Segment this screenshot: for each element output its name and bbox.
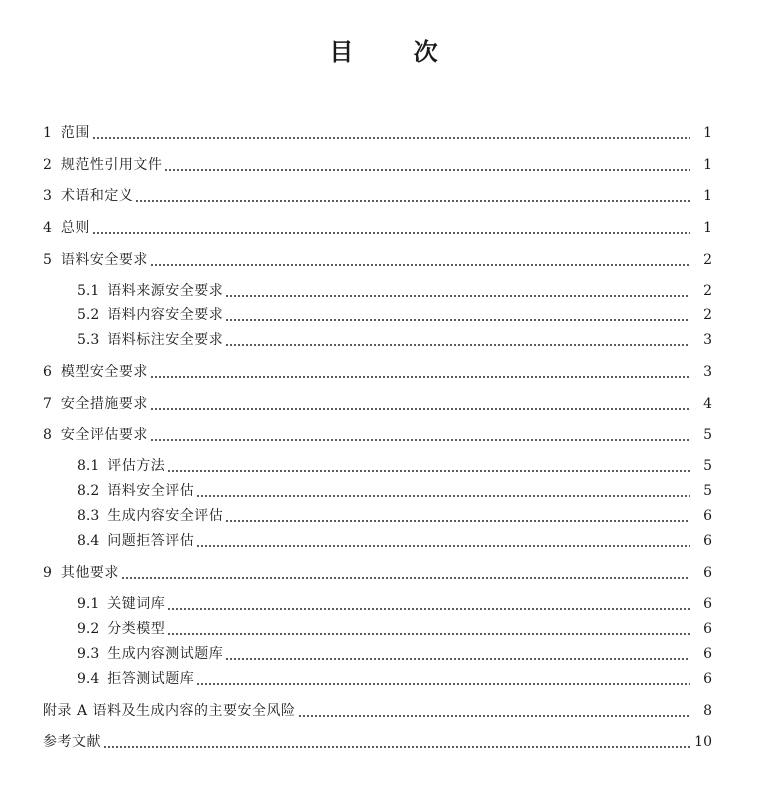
toc-entry-number: 3: [43, 188, 52, 204]
toc-entry-page: 6: [703, 596, 712, 612]
toc-entry-9.1[interactable]: [0, 594, 767, 614]
dot-leader: [135, 186, 690, 206]
toc-entry-number: 2: [43, 157, 52, 173]
toc-entry-title: 生成内容测试题库: [107, 646, 224, 662]
toc-entry-title: 语料来源安全要求: [107, 283, 224, 299]
toc-entry-number: 4: [43, 220, 52, 236]
toc-entry-page: 4: [703, 396, 712, 412]
toc-entry-page: 2: [703, 283, 712, 299]
toc-entry-title: 语料安全评估: [107, 483, 195, 499]
toc-entry-page: 5: [703, 427, 712, 443]
toc-entry-title: 附录 A 语料及生成内容的主要安全风险: [43, 703, 296, 719]
toc-entry-8.1[interactable]: [0, 456, 767, 476]
dot-leader: [196, 531, 690, 551]
toc-entry-5[interactable]: [0, 250, 767, 270]
toc-entry-5.2[interactable]: [0, 305, 767, 325]
dot-leader: [121, 563, 690, 583]
toc-entry-number: 1: [43, 125, 52, 141]
dot-leader: [225, 506, 690, 526]
toc-entry-title: 问题拒答评估: [107, 533, 195, 549]
toc-entry-page: 6: [703, 646, 712, 662]
toc-entry-number: 8.1: [77, 458, 100, 474]
toc-entry-title: 语料标注安全要求: [107, 332, 224, 348]
toc-entry-page: 5: [703, 458, 712, 474]
toc-entry-page: 6: [703, 671, 712, 687]
toc-entry-number: 8: [43, 427, 52, 443]
toc-entry-page: 1: [703, 188, 712, 204]
toc-entry-8[interactable]: [0, 425, 767, 445]
toc-entry-8.3[interactable]: [0, 506, 767, 526]
toc-entry-page: 2: [703, 252, 712, 268]
dot-leader: [196, 669, 690, 689]
toc-entry-page: 1: [703, 125, 712, 141]
toc-entry-8.2[interactable]: [0, 481, 767, 501]
toc-entry-page: 3: [703, 332, 712, 348]
toc-entry-title: 分类模型: [107, 621, 166, 637]
toc-entry-title: 模型安全要求: [60, 364, 148, 380]
toc-entry-number: 8.2: [77, 483, 100, 499]
dot-leader: [150, 394, 690, 414]
toc-entry-page: 2: [703, 307, 712, 323]
toc-entry-title: 总则: [60, 220, 90, 236]
toc-entry-4[interactable]: [0, 218, 767, 238]
toc-entry-number: 9.3: [77, 646, 100, 662]
toc-entry-5.1[interactable]: [0, 281, 767, 301]
toc-entry-page: 1: [703, 157, 712, 173]
toc-entry-1[interactable]: [0, 123, 767, 143]
dot-leader: [150, 362, 690, 382]
dot-leader: [103, 732, 690, 752]
dot-leader: [225, 305, 690, 325]
dot-leader: [167, 594, 690, 614]
toc-entry-number: 5: [43, 252, 52, 268]
dot-leader: [298, 701, 690, 721]
dot-leader: [225, 330, 690, 350]
toc-entry-6[interactable]: [0, 362, 767, 382]
toc-entry-title: 范围: [60, 125, 90, 141]
toc-entry-page: 6: [703, 621, 712, 637]
page-title: 目 次: [329, 38, 464, 66]
toc-entry-title: 关键词库: [107, 596, 166, 612]
toc-entry-page: 6: [703, 508, 712, 524]
toc-entry-page: 8: [703, 703, 712, 719]
toc-entry-title: 评估方法: [107, 458, 166, 474]
toc-entry-references[interactable]: [0, 732, 767, 752]
toc-entry-title: 规范性引用文件: [60, 157, 163, 173]
dot-leader: [167, 456, 690, 476]
toc-entry-number: 5.3: [77, 332, 100, 348]
toc-entry-9[interactable]: [0, 563, 767, 583]
toc-entry-title: 参考文献: [43, 734, 101, 750]
toc-entry-page: 6: [703, 565, 712, 581]
toc-entry-title: 安全评估要求: [60, 427, 148, 443]
dot-leader: [92, 218, 690, 238]
toc-entry-number: 7: [43, 396, 52, 412]
dot-leader: [196, 481, 690, 501]
dot-leader: [167, 619, 690, 639]
dot-leader: [150, 425, 690, 445]
toc-entry-number: 8.4: [77, 533, 100, 549]
toc-entry-9.2[interactable]: [0, 619, 767, 639]
toc-entry-9.3[interactable]: [0, 644, 767, 664]
toc-entry-title: 语料安全要求: [60, 252, 148, 268]
toc-entry-title: 语料内容安全要求: [107, 307, 224, 323]
toc-entry-title: 其他要求: [60, 565, 119, 581]
toc-entry-page: 1: [703, 220, 712, 236]
toc-entry-number: 9: [43, 565, 52, 581]
toc-entry-9.4[interactable]: [0, 669, 767, 689]
toc-entry-appendix-a[interactable]: [0, 701, 767, 721]
toc-entry-number: 6: [43, 364, 52, 380]
toc-entry-title: 安全措施要求: [60, 396, 148, 412]
toc-entry-2[interactable]: [0, 155, 767, 175]
toc-entry-5.3[interactable]: [0, 330, 767, 350]
toc-entry-number: 5.2: [77, 307, 100, 323]
toc-entry-7[interactable]: [0, 394, 767, 414]
toc-entry-title: 生成内容安全评估: [107, 508, 224, 524]
toc-entry-number: 9.2: [77, 621, 100, 637]
toc-entry-number: 9.1: [77, 596, 100, 612]
dot-leader: [225, 281, 690, 301]
toc-entry-number: 9.4: [77, 671, 100, 687]
toc-entry-title: 术语和定义: [60, 188, 134, 204]
toc-entry-number: 5.1: [77, 283, 100, 299]
dot-leader: [92, 123, 690, 143]
toc-entry-page: 10: [694, 734, 712, 750]
dot-leader: [225, 644, 690, 664]
toc-entry-page: 3: [703, 364, 712, 380]
toc-entry-number: 8.3: [77, 508, 100, 524]
toc-entry-page: 6: [703, 533, 712, 549]
toc-entry-page: 5: [703, 483, 712, 499]
toc-entry-8.4[interactable]: [0, 531, 767, 551]
toc-entry-title: 拒答测试题库: [107, 671, 195, 687]
toc-entry-3[interactable]: [0, 186, 767, 206]
dot-leader: [150, 250, 690, 270]
dot-leader: [164, 155, 690, 175]
